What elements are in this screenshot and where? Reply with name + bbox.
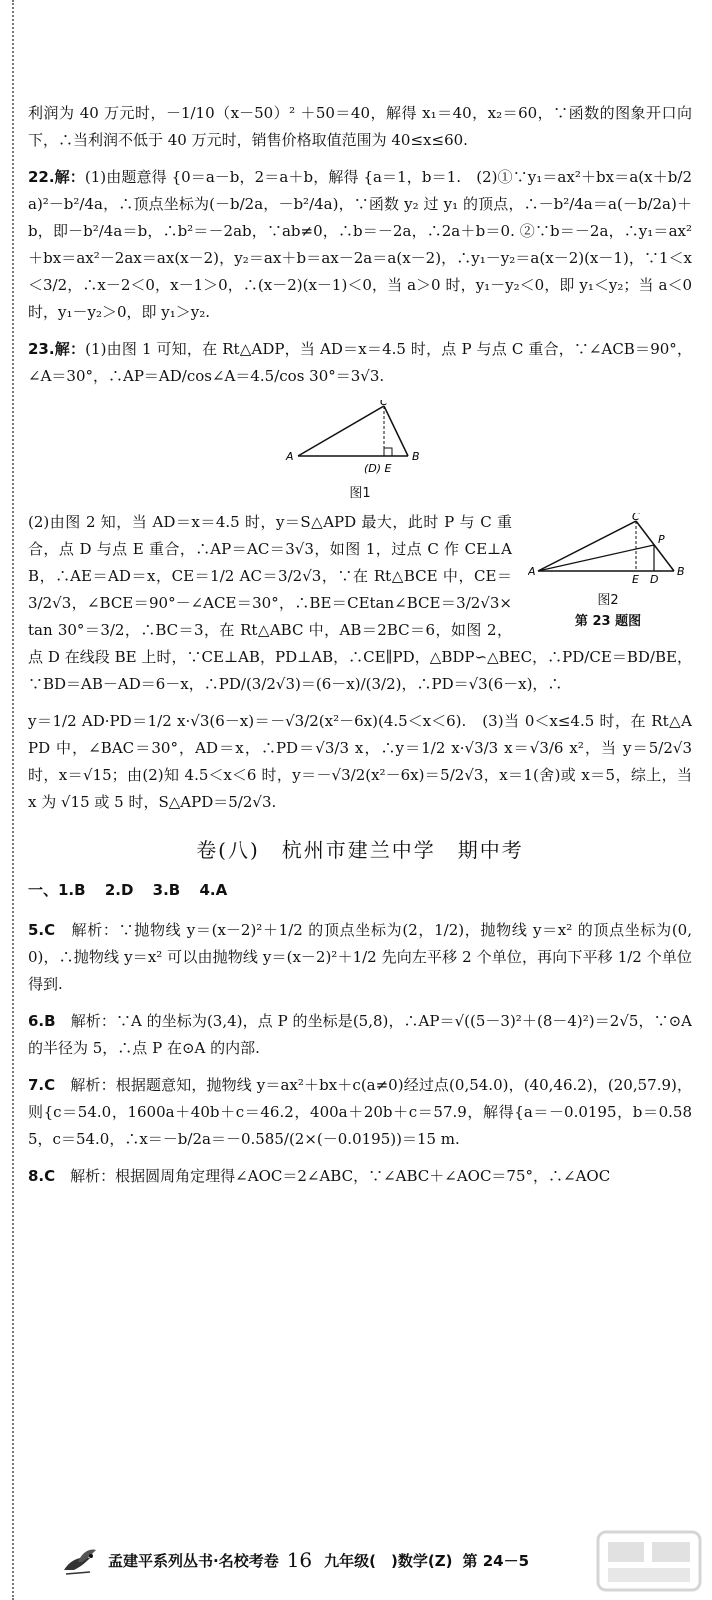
answer-1: 一、1.B [28, 881, 86, 899]
q23-part2-paragraph: (2)由图 2 知，当 AD＝x＝4.5 时，y＝S△APD 最大，此时 P 与 C 重合，点 D 与点 E 重合，∴AP＝AC＝3√3，如图 1，过点 C 作 CE⊥AB，∴AE＝AD＝x，CE＝1/2 AC＝3/2√3，∵在 Rt△BCE 中，CE＝3/2√3，∠BCE＝90°－∠ACE＝30°，∴BE＝CEtan∠BCE＝3/2√3×tan 30°＝3/2，∴BC＝3，在 Rt△ABC 中，AB＝2BC＝6，如图 2，点 D 在线段 BE 上时，∵CE⊥AB，PD⊥AB，∴CE∥PD，△BDP∽△BEC，∴PD/CE＝BD/BE，∵BD＝AB－AD＝6－x，∴PD/(3/2√3)＝(6－x)/(3/2)，∴PD＝√3(6－x)，∴ [28, 513, 692, 693]
answer-4: 4.A [199, 881, 228, 899]
answer-3: 3.B [152, 881, 181, 899]
q22-text: (1)由题意得 {0＝a－b，2＝a＋b，解得 {a＝1，b＝1. (2)①∵y₁＝ax²＋bx＝a(x＋b/2a)²－b²/4a，∴顶点坐标为(－b/2a，－b²/4a)，∵函数 y₂ 过 y₁ 的顶点，∴－b²/4a＝a(－b/2a)＋b，即－b²/4a＝b，∴b²＝－2ab，∵ab≠0，∴b＝－2a，∴2a＋b＝0. ②∵b＝－2a，∴y₁＝ax²＋bx＝ax²－2ax＝ax(x－2)，y₂＝ax＋b＝ax－2a＝a(x－2)，∴y₁－y₂＝a(x－2)(x－1)，∵1＜x＜3/2，∴x－2＜0，x－1＞0，∴(x－2)(x－1)＜0，当 a＞0 时，y₁－y₂＜0，即 y₁＜y₂；当 a＜0 时，y₁－y₂＞0，即 y₁＞y₂. [28, 168, 692, 321]
q23-part3-paragraph: y＝1/2 AD·PD＝1/2 x·√3(6－x)＝－√3/2(x²－6x)(4.5＜x＜6). (3)当 0＜x≤4.5 时，在 Rt△APD 中，∠BAC＝30°，AD＝x，∴PD＝√3/3 x，∴y＝1/2 x·√3/3 x＝√3/6 x²，当 y＝5/2√3 时，x＝√15；由(2)知 4.5＜x＜6 时，y＝－√3/2(x²－6x)＝5/2√3，x＝1(舍)或 x＝5，综上，当 x 为 √15 或 5 时，S△APD＝5/2√3. [28, 712, 692, 811]
figure-1-caption: 图1 [349, 486, 371, 501]
q5-text: 解析：∵抛物线 y＝(x－2)²＋1/2 的顶点坐标为(2，1/2)，抛物线 y＝x² 的顶点坐标为(0,0)，∴抛物线 y＝x² 可以由抛物线 y＝(x－2)²＋1/2 先向左平移 2 个单位，再向下平移 1/2 个单位得到. [28, 921, 692, 993]
q23-number: 23.解： [28, 340, 86, 358]
fig1-label-de: (D) E [364, 462, 392, 475]
fig2-label-a: A [528, 565, 536, 578]
figure-2-caption: 图2 [597, 593, 619, 608]
q8-text: 解析：根据圆周角定理得∠AOC＝2∠ABC，∵∠ABC＋∠AOC＝75°，∴∠AOC [70, 1167, 611, 1185]
fig2-label-b: B [677, 565, 685, 578]
figure-23-title: 第 23 题图 [574, 614, 642, 629]
fig2-label-p: P [658, 533, 665, 546]
q8-paragraph [28, 1163, 692, 1190]
q21-tail-paragraph: 利润为 40 万元时，－1/10（x－50）² ＋50＝40，解得 x₁＝40，x₂＝60，∵函数的图象开口向下，∴当利润不低于 40 万元时，销售价格取值范围为 40≤x≤60. [28, 104, 692, 149]
bird-logo-icon [60, 1542, 100, 1578]
fig1-label-b: B [412, 450, 420, 463]
q6-paragraph [28, 1008, 692, 1062]
figure-1 [28, 400, 692, 501]
q22-number: 22.解： [28, 168, 85, 186]
q7-paragraph [28, 1072, 692, 1153]
q7-number: 7.C [28, 1076, 56, 1094]
fig1-label-c: C [380, 400, 388, 408]
fig1-label-a: A [286, 450, 294, 463]
q23-part1-paragraph [28, 336, 692, 390]
multiple-choice-answers [28, 877, 692, 903]
fig2-label-c: C [632, 513, 640, 523]
q8-number: 8.C [28, 1167, 56, 1185]
q6-number: 6.B [28, 1012, 56, 1030]
fig2-label-d: D [650, 573, 659, 585]
figure-2 [524, 513, 692, 629]
footer-page-code: 第 24－5 [462, 1551, 530, 1570]
answer-page [28, 100, 692, 1500]
figure-1-triangle [280, 400, 440, 478]
q5-paragraph [28, 917, 692, 998]
binding-dotted-line [12, 0, 14, 1600]
answer-2: 2.D [104, 881, 134, 899]
watermark-stamp-icon [594, 1528, 704, 1594]
footer-grade: 九年级( )数学(Z) [324, 1551, 453, 1570]
section-title: 卷(八) 杭州市建兰中学 期中考 [196, 838, 524, 862]
q23-part1-text: (1)由图 1 可知，在 Rt△ADP，当 AD＝x＝4.5 时，点 P 与点 C 重合，∵∠ACB＝90°，∠A＝30°，∴AP＝AD/cos∠A＝4.5/cos 30°＝3√3. [28, 340, 692, 385]
q6-text: 解析：∵A 的坐标为(3,4)，点 P 的坐标是(5,8)，∴AP＝√((5－3)²＋(8－4)²)＝2√5，∵⊙A 的半径为 5，∴点 P 在⊙A 的内部. [28, 1012, 692, 1057]
footer-series: 孟建平系列丛书·名校考卷 [108, 1551, 279, 1570]
figure-2-triangle [528, 513, 688, 585]
fig2-label-e: E [632, 573, 639, 585]
footer-handwritten-page: 16 [286, 1548, 313, 1572]
q7-text: 解析：根据题意知，抛物线 y＝ax²＋bx＋c(a≠0)经过点(0,54.0)，(40,46.2)，(20,57.9)，则{c＝54.0，1600a＋40b＋c＝46.2，400a＋20b＋c＝57.9，解得{a＝－0.0195，b＝0.585，c＝54.0，∴x＝－b/2a＝－0.585/(2×(－0.0195))＝15 m. [28, 1076, 692, 1148]
q5-number: 5.C [28, 921, 56, 939]
q22-paragraph [28, 164, 692, 326]
